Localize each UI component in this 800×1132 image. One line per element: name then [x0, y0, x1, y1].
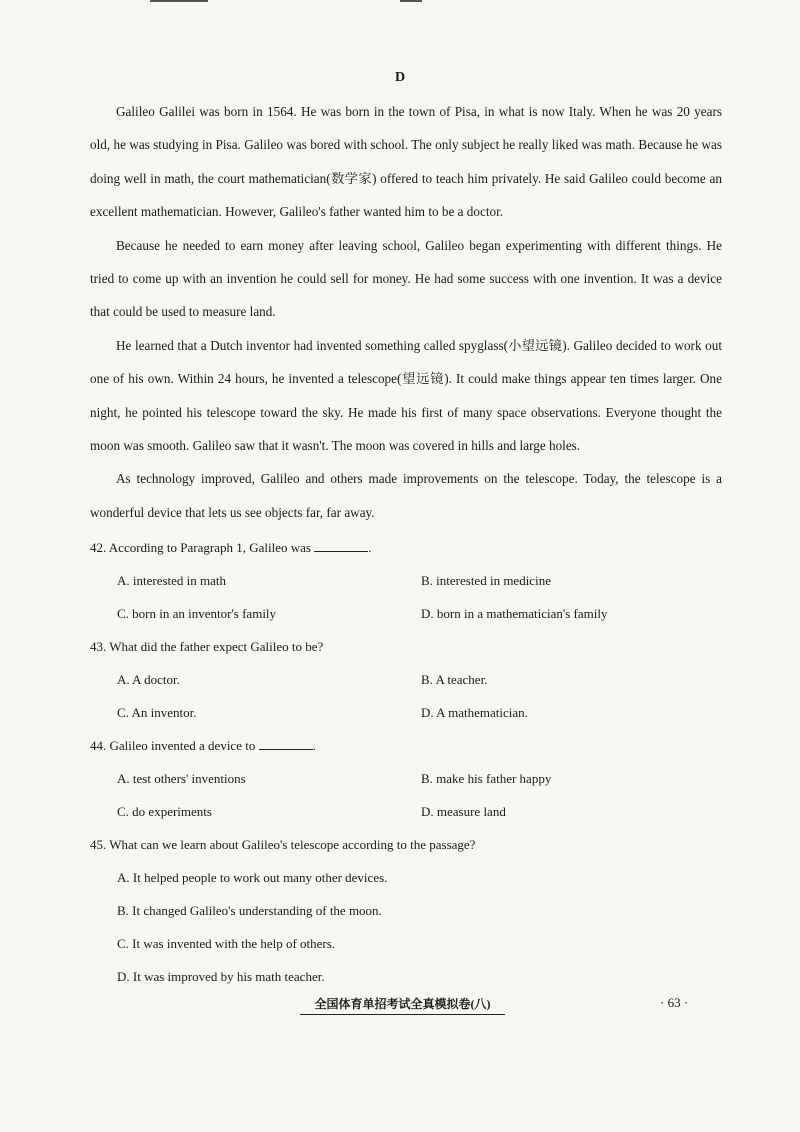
section-letter: D: [394, 70, 406, 85]
option-b: B. A teacher.: [421, 672, 488, 687]
option-b: B. It changed Galileo's understanding of the moon.: [117, 903, 382, 918]
option-d: D. A mathematician.: [421, 705, 528, 720]
question-45: [90, 828, 730, 993]
page-number: · 63 ·: [660, 995, 689, 1010]
option-a: A. interested in math: [117, 573, 227, 588]
paragraph-1: Galileo Galilei was born in 1564. He was born in the town of Pisa, in what is now Italy. When he was 20 years old, he was studying in Pisa. Galileo was bored with school. The only subject he really liked was math. Because he was doing well in math, the court mathematician(数学家) offered to teach him privately. He said Galileo could become an excellent mathematician. However, Galileo's father wanted him to be a doctor.: [90, 104, 722, 220]
paragraph-2: Because he needed to earn money after leaving school, Galileo began experimenting with different things. He tried to come up with an invention he could sell for money. He had some success with one invention. It was a device that could be used to measure land.: [90, 237, 722, 320]
paragraph-4: As technology improved, Galileo and others made improvements on the telescope. Today, the telescope is a wonderful device that lets us see objects far, far away.: [90, 471, 722, 520]
option-a: A. test others' inventions: [117, 771, 246, 786]
reading-passage: [90, 95, 722, 529]
question-43: [90, 630, 730, 729]
option-c: C. It was invented with the help of others.: [117, 936, 336, 951]
option-c: C. born in an inventor's family: [117, 606, 277, 621]
footer-exam-title: 全国体育单招考试全真模拟卷(八): [300, 995, 505, 1015]
question-stem: 42. According to Paragraph 1, Galileo was .: [90, 540, 372, 555]
question-stem: 43. What did the father expect Galileo to be?: [90, 639, 324, 654]
question-stem: 45. What can we learn about Galileo's telescope according to the passage?: [90, 837, 476, 852]
option-c: C. An inventor.: [117, 705, 197, 720]
question-42: [90, 531, 730, 630]
question-44: [90, 729, 730, 828]
option-d: D. born in a mathematician's family: [421, 606, 608, 621]
answer-blank: [314, 539, 368, 552]
option-b: B. interested in medicine: [421, 573, 551, 588]
top-scan-marks: [0, 0, 800, 6]
option-b: B. make his father happy: [421, 771, 552, 786]
option-a: A. A doctor.: [117, 672, 180, 687]
option-d: D. It was improved by his math teacher.: [117, 969, 325, 984]
question-list: [90, 531, 730, 993]
question-stem: 44. Galileo invented a device to .: [90, 738, 316, 753]
paragraph-3: He learned that a Dutch inventor had invented something called spyglass(小望远镜). Galileo decided to work out one of his own. Within 24 hours, he invented a telescope(望远镜). It could make things appear ten times larger. One night, he pointed his telescope toward the sky. He made his first of many space observations. Everyone thought the moon was smooth. Galileo saw that it wasn't. The moon was covered in hills and large holes.: [90, 337, 722, 454]
option-a: A. It helped people to work out many other devices.: [117, 870, 388, 885]
option-c: C. do experiments: [117, 804, 212, 819]
answer-blank: [259, 737, 313, 750]
option-d: D. measure land: [421, 804, 506, 819]
